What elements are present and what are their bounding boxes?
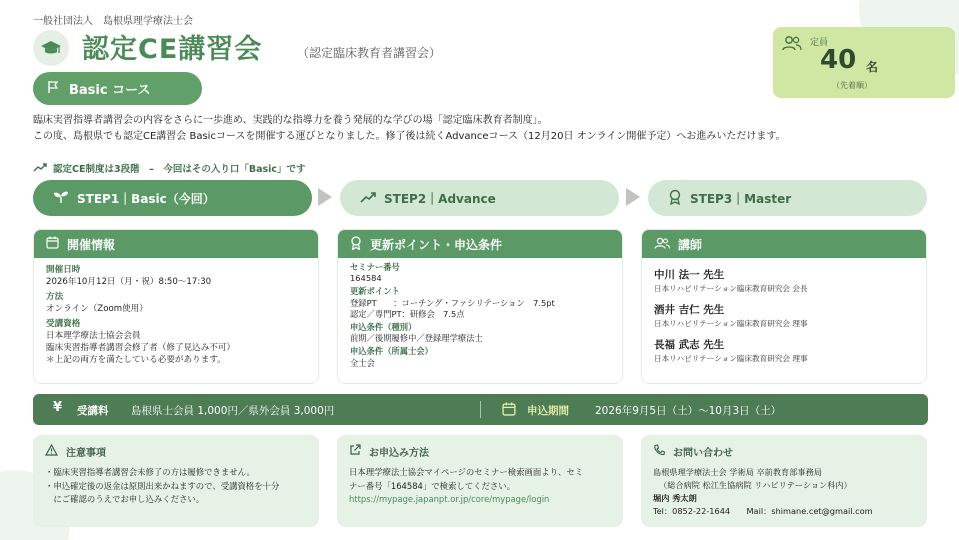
eligibility-line: 臨床実習指導者講習会修了者（修了見込み不可） bbox=[46, 343, 236, 353]
award-icon bbox=[350, 236, 362, 253]
people-icon bbox=[781, 35, 803, 55]
eligibility-line: ＊上記の両方を満たしている必要があります。 bbox=[46, 355, 226, 365]
warning-icon bbox=[45, 444, 58, 459]
note-line: ・申込確定後の返金は原則出来かねますので、受講資格を十分 bbox=[45, 480, 280, 491]
yen-icon: ¥ bbox=[53, 400, 63, 415]
steps-lead-text: 認定CE制度は3段階 – 今回はその入り口「Basic」です bbox=[53, 164, 306, 175]
course-label: Basic コース bbox=[69, 83, 151, 98]
note-line: ・臨床実習指導者講習会未修了の方は履修できません。 bbox=[45, 467, 255, 477]
capacity-number: 40 bbox=[820, 45, 857, 75]
people-icon bbox=[654, 237, 670, 252]
card-header bbox=[642, 230, 926, 258]
card-header bbox=[34, 230, 318, 258]
step-1 bbox=[33, 180, 312, 216]
lecturer-name: 酒井 吉仁 先生 bbox=[654, 304, 725, 316]
lecturer-affiliation: 日本リハビリテーション臨床教育研究会 理事 bbox=[654, 354, 808, 363]
card-header bbox=[338, 230, 622, 258]
trend-icon bbox=[33, 162, 47, 175]
lecturers-card bbox=[641, 229, 927, 384]
eligibility-label: 受講資格 bbox=[46, 319, 81, 329]
update-line: 登録PT ：コーチング・ファシリテーション 7.5pt bbox=[350, 297, 555, 308]
lecturer-name: 長福 武志 先生 bbox=[654, 339, 725, 351]
step-label: STEP2｜Advance bbox=[384, 191, 496, 206]
step-arrow bbox=[318, 188, 332, 206]
external-link-icon bbox=[349, 444, 361, 459]
intro-line: この度、島根県でも認定CE講習会 Basicコースを開催する運びとなりました。修了後は続くAdvanceコース（12月20日 オンライン開催予定）へお進みいただけます。 bbox=[33, 131, 786, 142]
notes-card bbox=[33, 435, 319, 527]
contact-line: （総合病院 松江生協病院 リハビリテーション科内） bbox=[659, 480, 852, 490]
step-2 bbox=[340, 180, 619, 216]
divider bbox=[480, 401, 481, 418]
contact-line: 島根県理学療法士会 学術局 卒前教育部事務局 bbox=[653, 467, 822, 477]
update-line: 認定／専門PT：研修会 7.5点 bbox=[350, 308, 465, 319]
condition-assoc-label: 申込条件（所属士会） bbox=[350, 346, 433, 357]
step-label: STEP3｜Master bbox=[690, 191, 792, 206]
lecturer-affiliation: 日本リハビリテーション臨床教育研究会 理事 bbox=[654, 319, 808, 328]
update-label: 更新ポイント bbox=[350, 286, 400, 297]
calendar-icon bbox=[502, 402, 516, 419]
steps-lead bbox=[33, 161, 306, 175]
step-label: STEP1｜Basic（今回） bbox=[77, 191, 215, 206]
award-icon bbox=[668, 189, 682, 208]
period-label: 申込期間 bbox=[527, 405, 569, 417]
apply-line: ナー番号「164584」で検索してください。 bbox=[349, 480, 515, 491]
fee-label: 受講料 bbox=[77, 405, 109, 417]
trend-icon bbox=[360, 191, 376, 206]
condition-type-label: 申込条件（種別） bbox=[350, 322, 417, 333]
lecturer-item bbox=[654, 338, 914, 365]
course-badge bbox=[33, 72, 202, 105]
lecturer-item bbox=[654, 303, 914, 330]
contact-person: 堀内 秀太朗 bbox=[653, 493, 697, 503]
sprout-icon bbox=[53, 190, 69, 207]
contact-card bbox=[641, 435, 927, 527]
lecturer-affiliation: 日本リハビリテーション臨床教育研究会 会長 bbox=[654, 284, 808, 293]
capacity-label: 定員 bbox=[810, 38, 829, 48]
datetime-label: 開催日時 bbox=[46, 265, 81, 275]
condition-type-value: 前期／後期履修中／登録理学療法士 bbox=[350, 333, 483, 344]
points-card bbox=[337, 229, 623, 384]
card-title: お申込み方法 bbox=[369, 448, 429, 459]
apply-card bbox=[337, 435, 623, 527]
graduation-cap-icon bbox=[33, 30, 69, 66]
event-info-card bbox=[33, 229, 319, 384]
method-label: 方法 bbox=[46, 292, 64, 302]
card-title: 開催情報 bbox=[67, 237, 116, 252]
capacity-note: （先着順） bbox=[832, 81, 872, 90]
fee-bar bbox=[33, 394, 928, 425]
contact-tel-mail[interactable]: Tel：0852-22-1644 Mail：shimane.cet@gmail.com bbox=[653, 506, 873, 516]
condition-assoc-value: 全士会 bbox=[350, 357, 375, 368]
apply-url-link[interactable]: https://mypage.japanpt.or.jp/core/mypage/login bbox=[349, 494, 550, 504]
card-title: 更新ポイント・申込条件 bbox=[370, 237, 503, 252]
organization-name: 一般社団法人 島根県理学療法士会 bbox=[33, 16, 193, 27]
method-value: オンライン（Zoom使用） bbox=[46, 304, 148, 314]
datetime-value: 2026年10月12日（月・祝）8:50～17:30 bbox=[46, 277, 212, 287]
lecturer-item bbox=[654, 268, 914, 295]
card-title: 講師 bbox=[678, 237, 703, 252]
intro-line: 臨床実習指導者講習会の内容をさらに一歩進め、実践的な指導力を養う発展的な学びの場「認定臨床教育者制度」。 bbox=[33, 115, 548, 126]
capacity-box bbox=[773, 27, 955, 98]
phone-icon bbox=[653, 444, 665, 459]
card-title: 注意事項 bbox=[66, 448, 106, 459]
calendar-icon bbox=[46, 236, 59, 252]
seminar-no-label: セミナー番号 bbox=[350, 262, 400, 272]
page-subtitle: （認定臨床教育者講習会） bbox=[297, 46, 442, 60]
step-3 bbox=[648, 180, 927, 216]
note-line: にご確認のうえでお申し込みください。 bbox=[45, 494, 205, 504]
lecturer-name: 中川 法一 先生 bbox=[654, 269, 725, 281]
fee-value: 島根県士会員 1,000円／県外会員 3,000円 bbox=[131, 405, 335, 417]
page-title: 認定CE講習会 bbox=[82, 34, 263, 65]
capacity-unit: 名 bbox=[866, 60, 879, 74]
apply-line: 日本理学療法士協会マイページのセミナー検索画面より、セミ bbox=[349, 467, 584, 477]
eligibility-line: 日本理学療法士協会会員 bbox=[46, 331, 141, 341]
flag-icon bbox=[47, 80, 59, 98]
card-title: お問い合わせ bbox=[673, 448, 733, 459]
step-arrow bbox=[626, 188, 640, 206]
period-value: 2026年9月5日（土）～10月3日（土） bbox=[595, 405, 782, 417]
intro-text bbox=[33, 113, 943, 145]
seminar-no-value: 164584 bbox=[350, 273, 382, 284]
